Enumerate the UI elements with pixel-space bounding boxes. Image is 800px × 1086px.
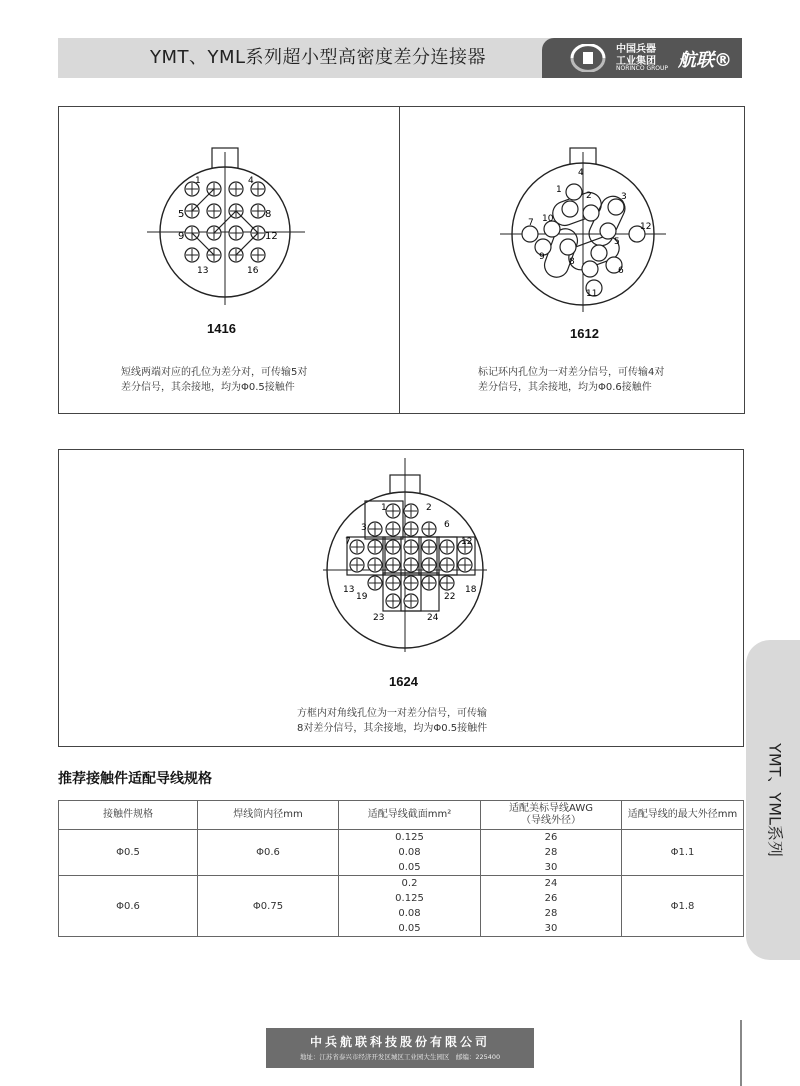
- section-title: 推荐接触件适配导线规格: [58, 771, 212, 787]
- pin-label: 6: [618, 266, 624, 276]
- contact-pin: [566, 184, 582, 200]
- contact-pin: [560, 239, 576, 255]
- table-row: [59, 830, 744, 876]
- pin-label: 13: [343, 585, 355, 595]
- pin-label: 19: [356, 592, 368, 602]
- pin-label: 11: [586, 289, 598, 299]
- contact-pin: [582, 261, 598, 277]
- figure-label: 1612: [570, 326, 599, 341]
- norinco-logo-icon: [566, 44, 610, 72]
- pin-label: 9: [539, 252, 545, 262]
- pin-label: 5: [614, 237, 620, 247]
- contact-pin: [522, 226, 538, 242]
- pin-label: 7: [345, 537, 351, 547]
- awg-cell: 26 28 30: [481, 830, 622, 876]
- footer-company: 中兵航联科技股份有限公司: [309, 1035, 490, 1049]
- column-header: 接触件规格: [59, 801, 198, 830]
- figure-box-1624: [58, 449, 744, 747]
- column-header: [481, 801, 622, 830]
- pin-label: 13: [197, 266, 209, 276]
- pin-label: 12: [461, 537, 473, 547]
- pin-label: 5: [178, 209, 185, 220]
- pin-label: 1: [556, 185, 562, 195]
- pin-label: 18: [465, 585, 477, 595]
- column-header-line: 适配美标导线AWG: [509, 803, 593, 814]
- pin-label: 22: [444, 592, 456, 602]
- pin-label: 10: [542, 214, 554, 224]
- sleeve-diameter-cell: Φ0.75: [198, 876, 339, 937]
- contact-pin: [562, 201, 578, 217]
- footer: [266, 1028, 534, 1068]
- figure-note: 标记环内孔位为一对差分信号，可传输4对 差分信号，其余接地，均为Φ0.6接触件: [478, 367, 665, 393]
- logo-cn-text: 中国兵器 工业集团: [616, 44, 656, 67]
- pin-label: 23: [373, 613, 385, 623]
- table-row: [59, 876, 744, 937]
- pin-label: 8: [265, 209, 272, 220]
- logo-en-text: NORINCO GROUP: [616, 65, 669, 72]
- max-od-cell: Φ1.1: [622, 830, 744, 876]
- side-tab-label: YMT、YML系列: [765, 743, 785, 857]
- brand-name: 航联®: [678, 50, 732, 71]
- pin-label: 2: [586, 191, 592, 201]
- footer-address: 地址：江苏省泰兴市经济开发区城区工业园大生园区 邮编：225400: [299, 1053, 501, 1061]
- pin-label: 12: [265, 231, 278, 242]
- column-header: 适配导线截面mm²: [339, 801, 481, 830]
- pin-label: 24: [427, 613, 439, 623]
- header-bar: [58, 38, 742, 78]
- figure-note: 短线两端对应的孔位为差分对，可传输5对 差分信号，其余接地，均为Φ0.5接触件: [121, 367, 308, 393]
- figure-box-1612: [399, 106, 745, 414]
- awg-cell: 24 26 28 30: [481, 876, 622, 937]
- contact-pin: [583, 205, 599, 221]
- contact-pin: [591, 245, 607, 261]
- pin-label: 4: [248, 176, 254, 186]
- company-logo: [542, 38, 742, 78]
- figure-box-1416: [58, 106, 401, 414]
- pin-label: 6: [444, 520, 450, 530]
- column-header-line: （导线外径）: [521, 815, 581, 826]
- column-header: 适配导线的最大外径mm: [622, 801, 744, 830]
- pin-label: 9: [178, 231, 185, 242]
- pin-label: 3: [361, 523, 367, 533]
- max-od-cell: Φ1.8: [622, 876, 744, 937]
- page-title: YMT、YML系列超小型高密度差分连接器: [149, 47, 487, 68]
- pin-label: 16: [247, 266, 259, 276]
- figure-label: 1624: [389, 674, 418, 689]
- pin-label: 8: [569, 257, 575, 267]
- side-tab: [746, 640, 800, 960]
- wire-section-cell: 0.2 0.125 0.08 0.05: [339, 876, 481, 937]
- contact-spec-cell: Φ0.6: [59, 876, 198, 937]
- pin-label: 12: [640, 222, 652, 232]
- wire-spec-table: [58, 800, 744, 937]
- pin-label: 1: [381, 503, 387, 513]
- wire-section-cell: 0.125 0.08 0.05: [339, 830, 481, 876]
- pin-label: 4: [578, 168, 584, 178]
- side-divider: [740, 1020, 742, 1086]
- pin-label: 7: [528, 218, 534, 228]
- pin-label: 1: [195, 176, 201, 186]
- figure-label: 1416: [207, 321, 236, 336]
- contact-spec-cell: Φ0.5: [59, 830, 198, 876]
- sleeve-diameter-cell: Φ0.6: [198, 830, 339, 876]
- column-header: 焊线筒内径mm: [198, 801, 339, 830]
- connector-diagram-1624: [59, 450, 743, 746]
- pin-label: 3: [621, 192, 627, 202]
- figure-note: 方框内对角线孔位为一对差分信号，可传输 8对差分信号，其余接地，均为Φ0.5接触件: [297, 708, 488, 734]
- pin-label: 2: [426, 503, 432, 513]
- table-header-row: [59, 801, 744, 830]
